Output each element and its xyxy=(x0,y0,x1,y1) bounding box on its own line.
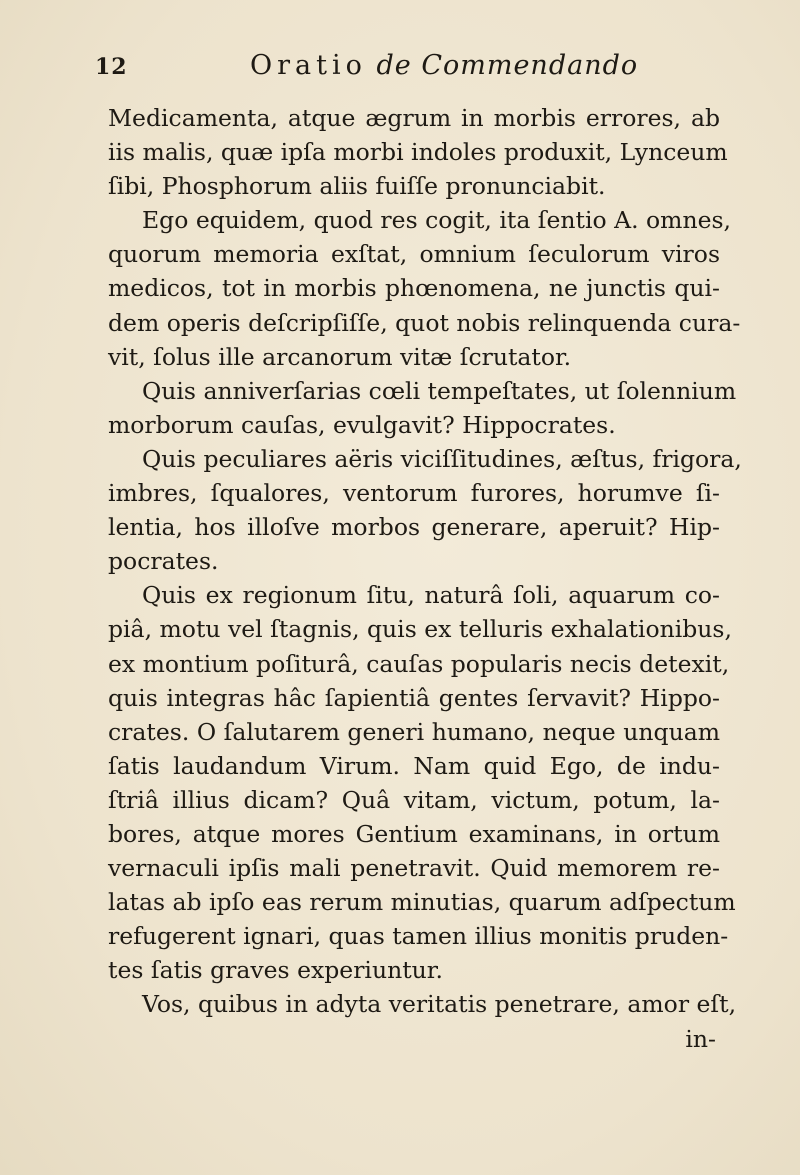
running-header xyxy=(95,50,715,90)
text-line: medicos, tot in morbis phœnomena, ne junctis qui- xyxy=(108,274,720,303)
text-line: pocrates. xyxy=(108,547,219,576)
text-line: ſibi, Phosphorum aliis fuiſſe pronunciabit. xyxy=(108,172,606,201)
text-line: Ego equidem, quod res cogit, ita ſentio A. omnes, xyxy=(142,206,732,235)
running-title-word: Oratio xyxy=(250,50,367,81)
text-line: vit, ſolus ille arcanorum vitæ ſcrutator. xyxy=(108,342,572,371)
catchword: in- xyxy=(685,1024,716,1053)
text-line: ſatis laudandum Virum. Nam quid Ego, de indu- xyxy=(108,751,720,780)
text-line: ex montium poſiturâ, cauſas popularis necis detexit, xyxy=(108,649,730,678)
running-title-rest: de Commendando xyxy=(376,50,639,81)
text-line: Medicamenta, atque ægrum in morbis errores, ab xyxy=(108,104,720,132)
text-line: imbres, ſqualores, ventorum furores, horumve ſi- xyxy=(108,479,720,508)
page-number: 12 xyxy=(95,54,128,80)
text-line: Vos, quibus in adyta veritatis penetrare, amor eſt, xyxy=(142,990,737,1019)
text-line: lentia, hos illoſve morbos generare, aperuit? Hip- xyxy=(108,513,720,542)
text-line: iis malis, quæ ipſa morbi indoles produxit, Lynceum xyxy=(108,138,728,167)
text-line: Quis ex regionum ſitu, naturâ ſoli, aquarum co- xyxy=(142,581,720,610)
text-line: dem operis deſcripſiſſe, quot nobis relinquenda cura- xyxy=(108,308,741,337)
text-line: Quis anniverſarias cœli tempeſtates, ut ſolennium xyxy=(142,376,737,405)
text-line: bores, atque mores Gentium examinans, in ortum xyxy=(108,819,720,848)
body-text xyxy=(108,101,742,1056)
text-line: vernaculi ipſis mali penetravit. Quid memorem re- xyxy=(108,854,720,883)
text-line: Quis peculiares aëris viciſſitudines, æſtus, frigora, xyxy=(142,444,742,473)
text-line: quis integras hâc ſapientiâ gentes ſervavit? Hippo- xyxy=(108,683,720,712)
text-line: tes ſatis graves experiuntur. xyxy=(108,956,443,985)
text-line: quorum memoria exſtat, omnium ſeculorum viros xyxy=(108,240,720,269)
text-line: ſtriâ illius dicam? Quâ vitam, victum, potum, la- xyxy=(108,785,720,814)
text-line: latas ab ipſo eas rerum minutias, quarum adſpectum xyxy=(108,888,736,917)
text-line: piâ, motu vel ſtagnis, quis ex telluris exhalationibus, xyxy=(108,615,732,644)
running-title xyxy=(250,50,638,81)
text-line: morborum cauſas, evulgavit? Hippocrates. xyxy=(108,410,616,439)
text-line: crates. O ſalutarem generi humano, neque unquam xyxy=(108,717,720,746)
text-line: refugerent ignari, quas tamen illius monitis pruden- xyxy=(108,922,729,951)
